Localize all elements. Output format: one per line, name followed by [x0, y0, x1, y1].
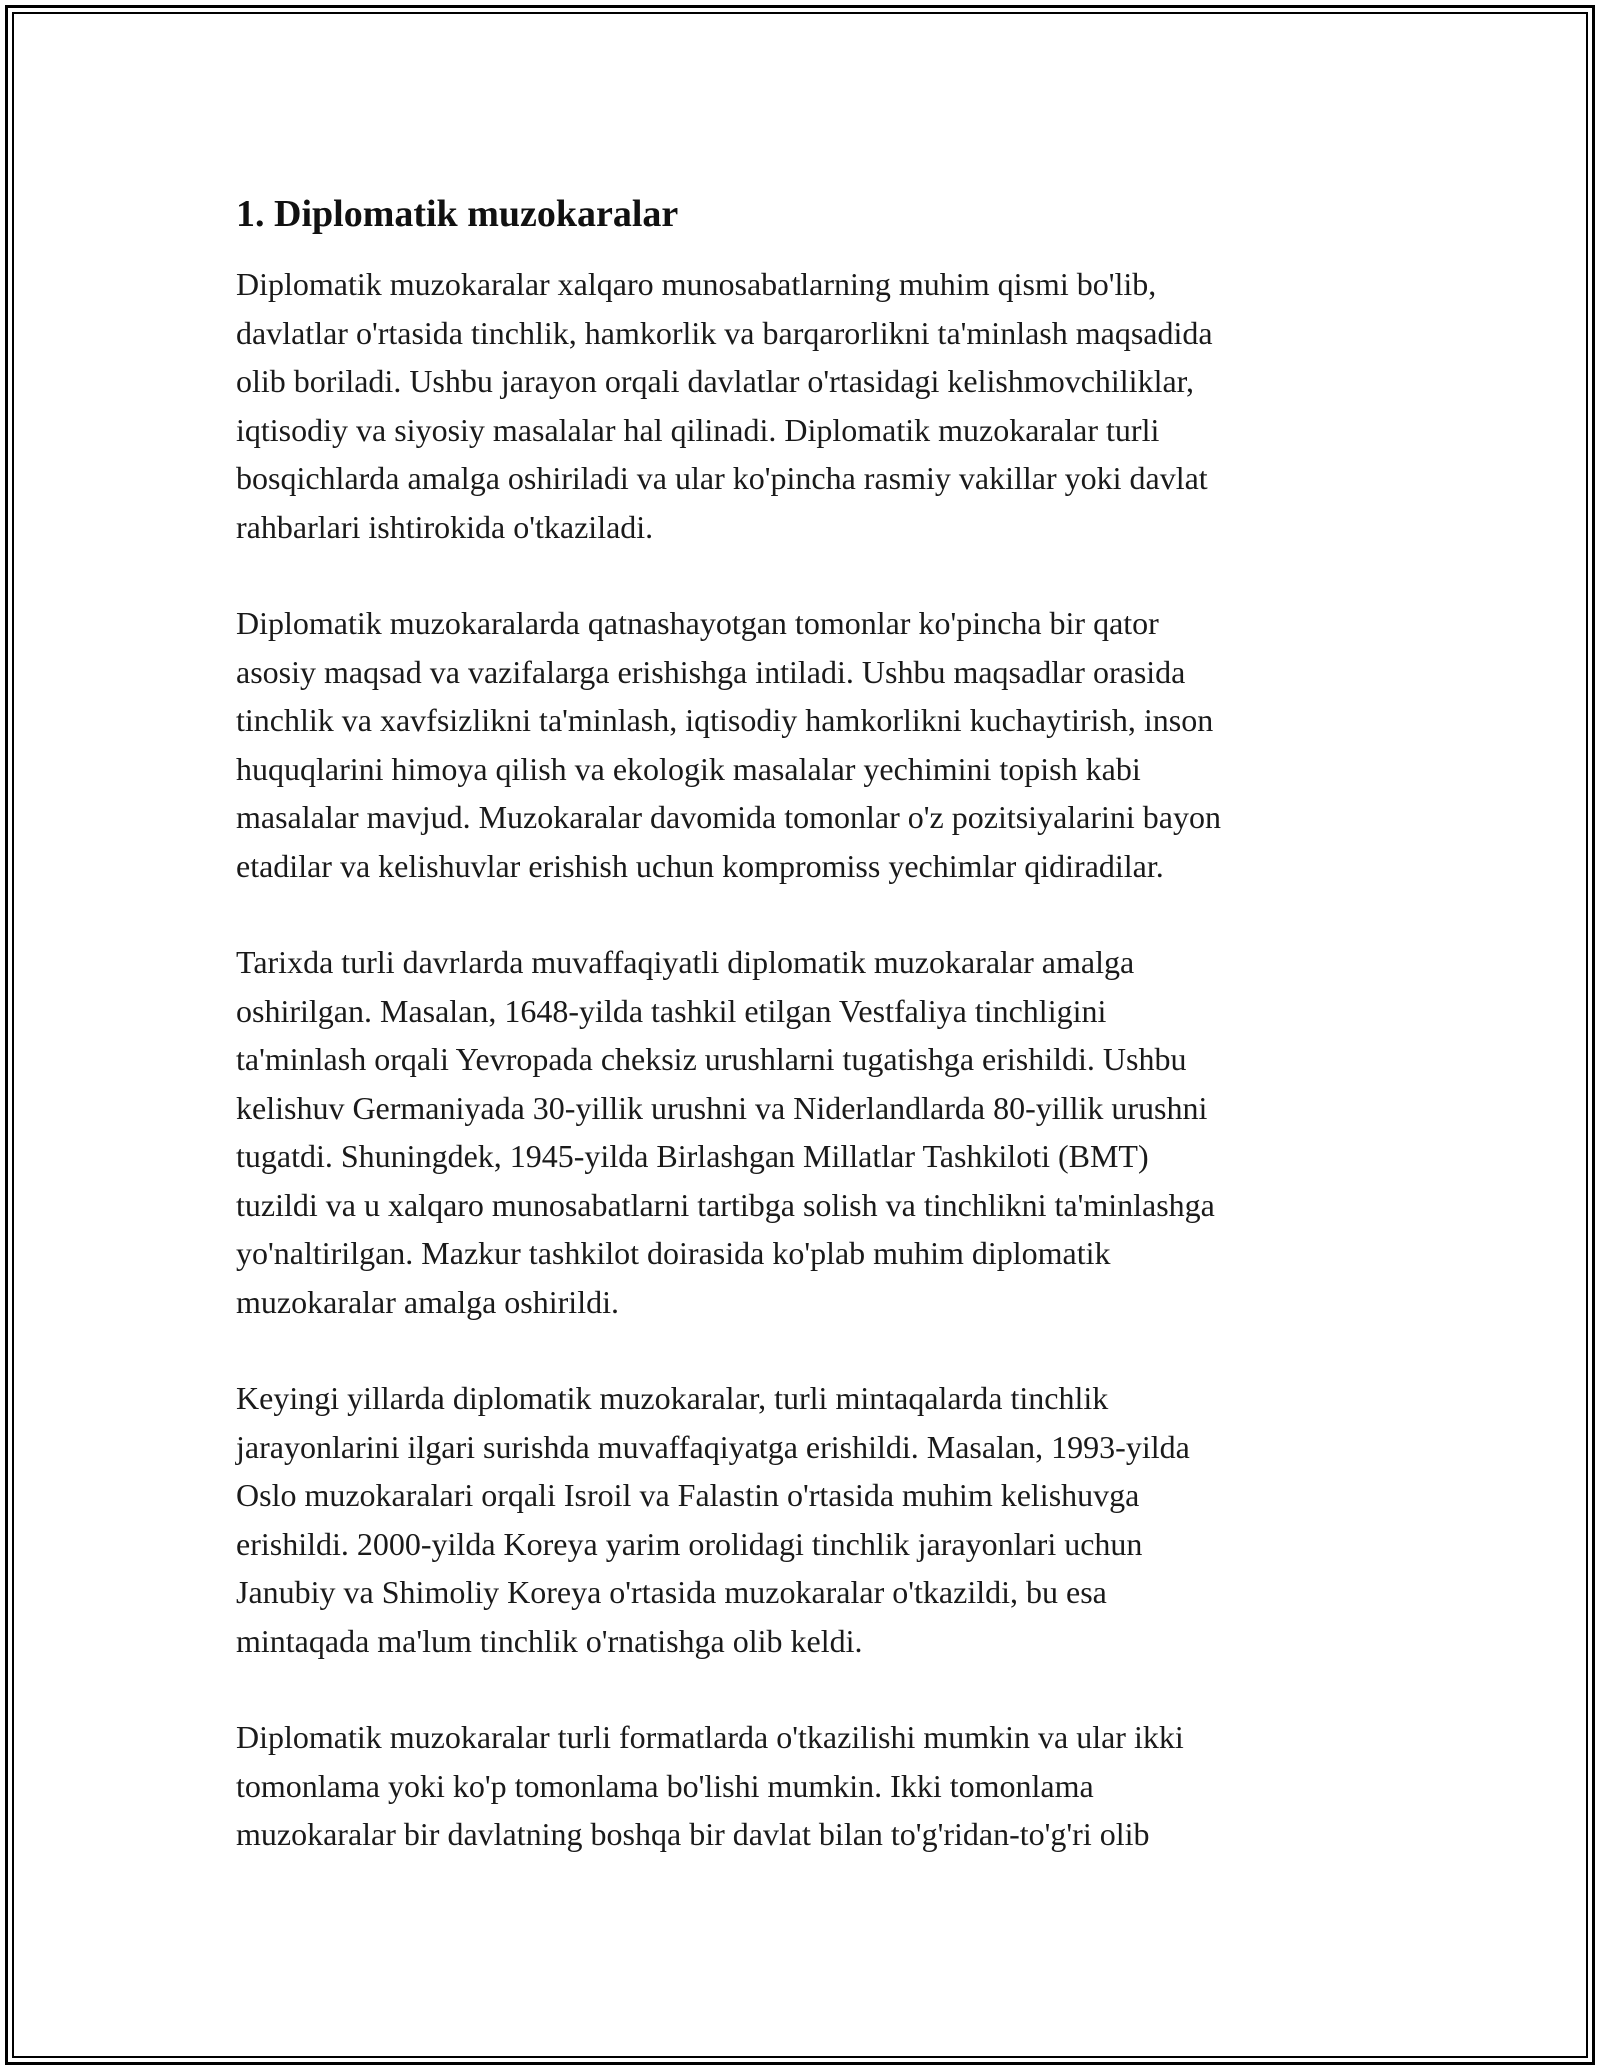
text-line: bosqichlarda amalga oshiriladi va ular ko'pincha rasmiy vakillar yoki davlat [236, 460, 1208, 496]
text-line: etadilar va kelishuvlar erishish uchun kompromiss yechimlar qidiradilar. [236, 847, 1164, 884]
text-line: oshirilgan. Masalan, 1648-yilda tashkil etilgan Vestfaliya tinchligini [236, 992, 1107, 1029]
text-line: Diplomatik muzokaralar turli formatlarda o'tkazilishi mumkin va ular ikki [236, 1719, 1184, 1755]
text-line: muzokaralar amalga oshirildi. [236, 1283, 619, 1320]
text-line: muzokaralar bir davlatning boshqa bir davlat bilan to'g'ridan-to'g'ri olib [236, 1816, 1150, 1852]
text-line: mintaqada ma'lum tinchlik o'rnatishga olib keldi. [236, 1622, 863, 1659]
text-line: tinchlik va xavfsizlikni ta'minlash, iqtisodiy hamkorlikni kuchaytirish, inson [236, 702, 1214, 738]
text-line: asosiy maqsad va vazifalarga erishishga intiladi. Ushbu maqsadlar orasida [236, 653, 1186, 690]
text-line: davlatlar o'rtasida tinchlik, hamkorlik va barqarorlikni ta'minlash maqsadida [236, 314, 1213, 351]
text-line: huquqlarini himoya qilish va ekologik masalalar yechimini topish kabi [236, 750, 1141, 787]
text-line: Janubiy va Shimoliy Koreya o'rtasida muzokaralar o'tkazildi, bu esa [236, 1574, 1107, 1610]
text-line: jarayonlarini ilgari surishda muvaffaqiyatga erishildi. Masalan, 1993-yilda [236, 1428, 1190, 1465]
paragraph-3 [236, 938, 1386, 1326]
text-line: olib boriladi. Ushbu jarayon orqali davlatlar o'rtasidagi kelishmovchiliklar, [236, 363, 1195, 399]
document-body [236, 190, 1386, 1907]
text-line: tugatdi. Shuningdek, 1945-yilda Birlashgan Millatlar Tashkiloti (BMT) [236, 1138, 1149, 1174]
text-line: iqtisodiy va siyosiy masalalar hal qilinadi. Diplomatik muzokaralar turli [236, 411, 1160, 448]
text-line: yo'naltirilgan. Mazkur tashkilot doirasida ko'plab muhim diplomatik [236, 1235, 1111, 1271]
text-line: Keyingi yillarda diplomatik muzokaralar, turli mintaqalarda tinchlik [236, 1380, 1109, 1416]
text-line: masalalar mavjud. Muzokaralar davomida tomonlar o'z pozitsiyalarini bayon [236, 799, 1221, 835]
text-line: Oslo muzokaralari orqali Isroil va Falastin o'rtasida muhim kelishuvga [236, 1477, 1140, 1513]
paragraph-2 [236, 599, 1386, 890]
text-line: erishildi. 2000-yilda Koreya yarim orolidagi tinchlik jarayonlari uchun [236, 1525, 1143, 1562]
text-line: Diplomatik muzokaralarda qatnashayotgan tomonlar ko'pincha bir qator [236, 605, 1159, 641]
text-line: tomonlama yoki ko'p tomonlama bo'lishi mumkin. Ikki tomonlama [236, 1767, 1094, 1804]
text-line: tuzildi va u xalqaro munosabatlarni tartibga solish va tinchlikni ta'minlashga [236, 1186, 1215, 1223]
text-line: Diplomatik muzokaralar xalqaro munosabatlarning muhim qismi bo'lib, [236, 266, 1157, 302]
section-heading: 1. Diplomatik muzokaralar [236, 193, 679, 235]
text-line: rahbarlari ishtirokida o'tkaziladi. [236, 508, 654, 545]
paragraph-5 [236, 1713, 1386, 1859]
paragraph-4 [236, 1374, 1386, 1665]
text-line: ta'minlash orqali Yevropada cheksiz urushlarni tugatishga erishildi. Ushbu [236, 1041, 1187, 1077]
paragraph-1 [236, 260, 1386, 551]
text-line: kelishuv Germaniyada 30-yillik urushni va Niderlandlarda 80-yillik urushni [236, 1089, 1208, 1126]
text-line: Tarixda turli davrlarda muvaffaqiyatli diplomatik muzokaralar amalga [236, 944, 1135, 980]
